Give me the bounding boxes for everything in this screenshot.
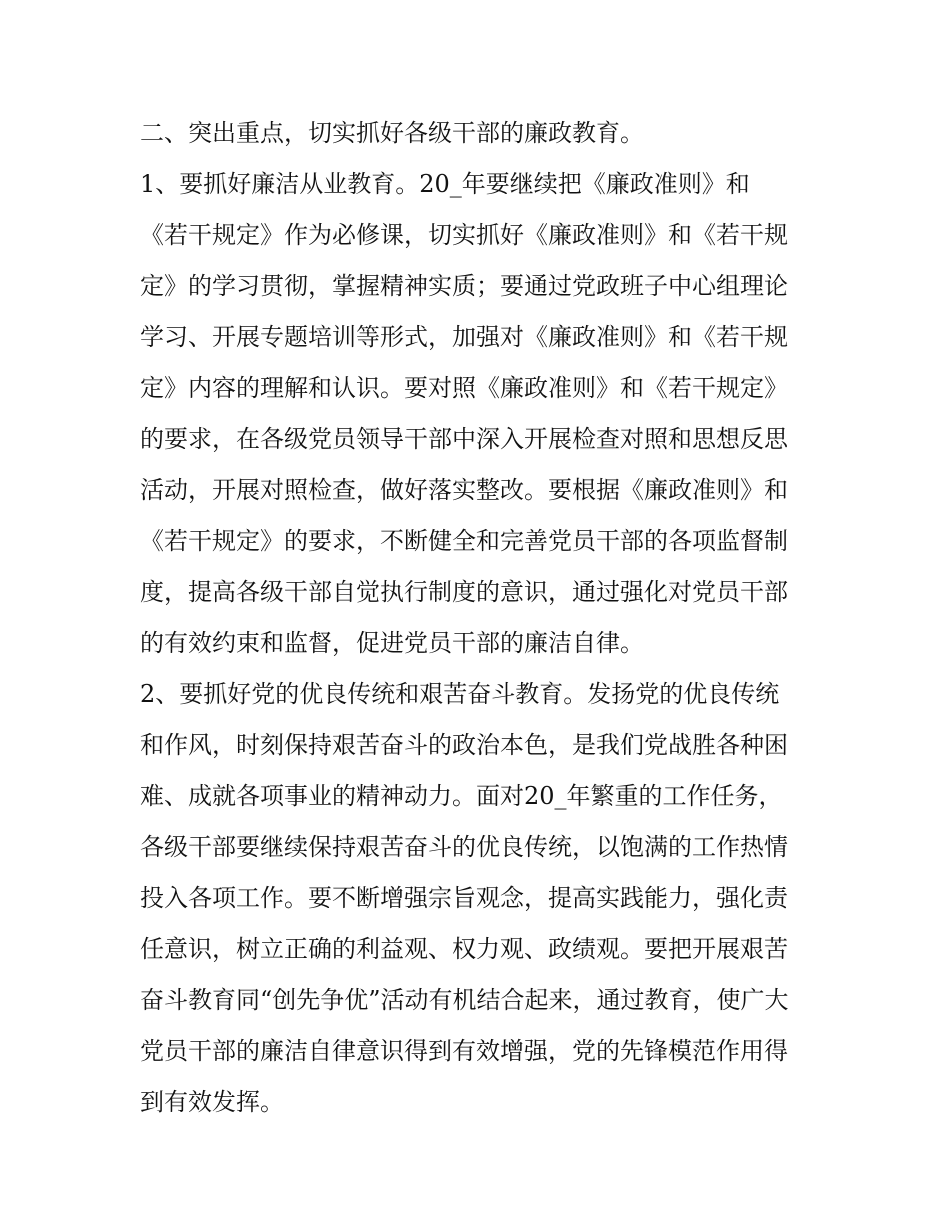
paragraph-line: 难、成就各项事业的精神动力。面对20_年繁重的工作任务， xyxy=(140,782,783,810)
paragraph-line: 《若干规定》作为必修课，切实抓好《廉政准则》和《若干规 xyxy=(140,221,788,249)
paragraph-line: 活动，开展对照检查，做好落实整改。要根据《廉政准则》和 xyxy=(140,476,788,504)
paragraph-line: 各级干部要继续保持艰苦奋斗的优良传统，以饱满的工作热情 xyxy=(140,833,788,861)
paragraph-line: 定》的学习贯彻，掌握精神实质；要通过党政班子中心组理论 xyxy=(140,272,788,300)
paragraph-line: 2、要抓好党的优良传统和艰苦奋斗教育。发扬党的优良传统 xyxy=(140,680,780,708)
paragraph-line: 《若干规定》的要求，不断健全和完善党员干部的各项监督制 xyxy=(140,527,788,555)
paragraph-line: 任意识，树立正确的利益观、权力观、政绩观。要把开展艰苦 xyxy=(140,935,788,963)
paragraph-line: 学习、开展专题培训等形式，加强对《廉政准则》和《若干规 xyxy=(140,323,788,351)
paragraph-line: 1、要抓好廉洁从业教育。20_年要继续把《廉政准则》和 xyxy=(140,170,750,198)
document-body xyxy=(140,108,820,1128)
paragraph-line: 和作风，时刻保持艰苦奋斗的政治本色，是我们党战胜各种困 xyxy=(140,731,788,759)
paragraph-line: 定》内容的理解和认识。要对照《廉政准则》和《若干规定》 xyxy=(140,374,788,402)
paragraph-line: 的要求，在各级党员领导干部中深入开展检查对照和思想反思 xyxy=(140,425,788,453)
paragraph-line: 投入各项工作。要不断增强宗旨观念，提高实践能力，强化责 xyxy=(140,884,788,912)
paragraph-line: 到有效发挥。 xyxy=(140,1088,284,1116)
paragraph-line: 奋斗教育同“创先争优”活动有机结合起来，通过教育，使广大 xyxy=(140,986,789,1014)
paragraph-line: 党员干部的廉洁自律意识得到有效增强，党的先锋模范作用得 xyxy=(140,1037,788,1065)
paragraph-line: 的有效约束和监督，促进党员干部的廉洁自律。 xyxy=(140,629,644,657)
section-heading: 二、突出重点，切实抓好各级干部的廉政教育。 xyxy=(140,119,644,147)
paragraph-line: 度，提高各级干部自觉执行制度的意识，通过强化对党员干部 xyxy=(140,578,788,606)
